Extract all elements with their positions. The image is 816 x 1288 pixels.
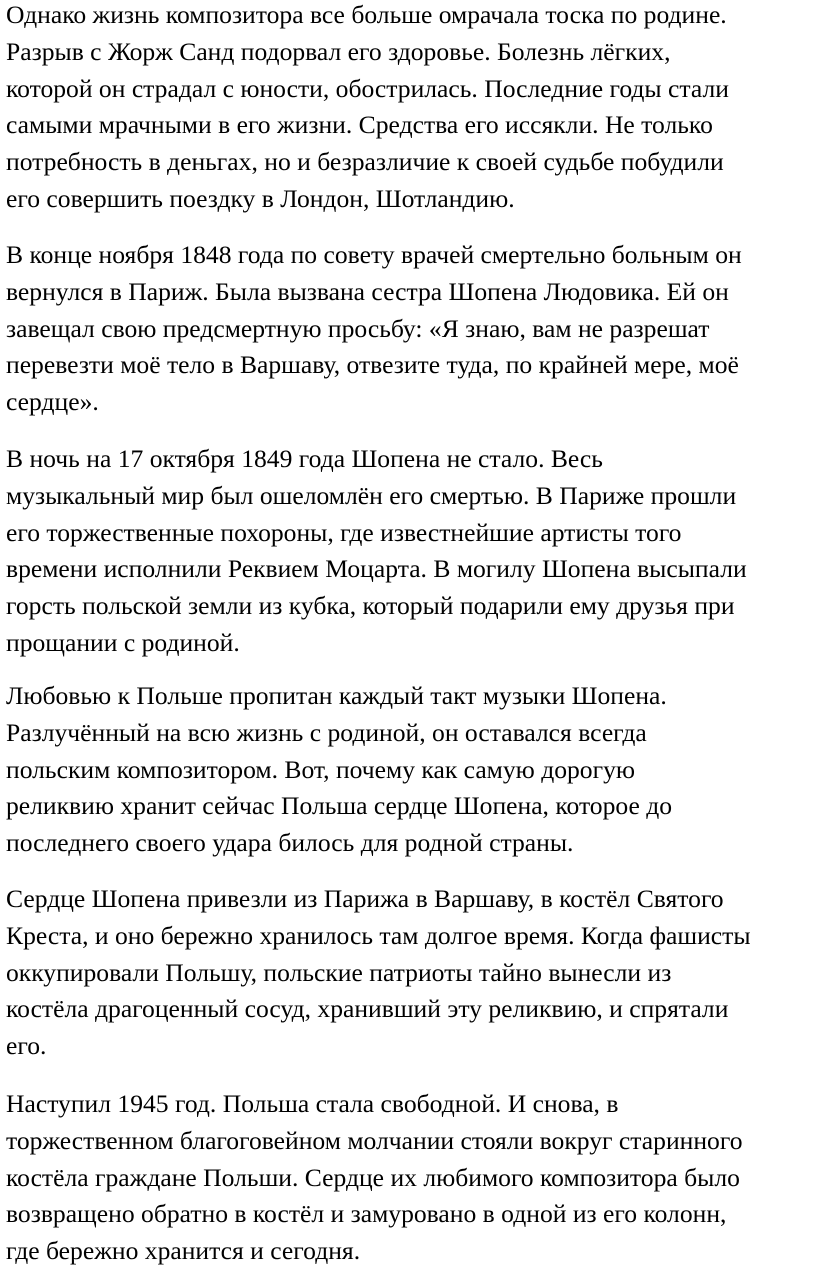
paragraph-line: горсть польской земли из кубка, который подарили ему друзья при [6,591,735,621]
paragraph-line: оккупировали Польшу, польские патриоты тайно вынесли из [6,957,672,987]
paragraph-line: последнего своего удара билось для родной страны. [6,828,574,858]
paragraph-line: которой он страдал с юности, обострилась. Последние годы стали [6,73,729,103]
paragraph-line: В конце ноября 1848 года по совету врачей смертельно больным он [6,240,742,269]
paragraph-line: его торжественные похороны, где известнейшие артисты того [6,517,682,547]
paragraph-line: Любовью к Польше пропитан каждый такт музыки Шопена. [6,681,667,710]
paragraph-line: реликвию хранит сейчас Польша сердце Шопена, которое до [6,791,673,821]
paragraph-line: Сердце Шопена привезли из Парижа в Варшаву, в костёл Святого [6,884,724,913]
paragraph-line: его. [6,1031,47,1061]
paragraph-3 [6,441,747,662]
paragraph-line: прощании с родиной. [6,627,240,657]
paragraph-1 [6,0,729,218]
paragraph-line: костёла драгоценный сосуд, хранивший эту реликвию, и спрятали [6,994,729,1024]
paragraph-line: где бережно хранится и сегодня. [6,1236,361,1266]
paragraph-line: его совершить поездку в Лондон, Шотландию. [6,183,515,213]
paragraph-5 [6,881,751,1065]
paragraph-line: торжественном благоговейном молчании стояли вокруг старинного [6,1125,743,1155]
paragraph-line: Однако жизнь композитора все больше омрачала тоска по родине. [6,0,727,29]
paragraph-line: завещал свою предсмертную просьбу: «Я знаю, вам не разрешат [6,313,710,343]
paragraph-line: времени исполнили Реквием Моцарта. В могилу Шопена высыпали [6,554,747,584]
paragraph-line: Креста, и оно бережно хранилось там долгое время. Когда фашисты [6,920,751,950]
paragraph-line: потребность в деньгах, но и безразличие к своей судьбе побудили [6,147,724,177]
paragraph-line: Наступил 1945 год. Польша стала свободной. И снова, в [6,1089,619,1118]
paragraph-line: вернулся в Париж. Была вызвана сестра Шопена Людовика. Ей он [6,276,729,306]
paragraph-line: Разлучённый на всю жизнь с родиной, он оставался всегда [6,717,647,747]
paragraph-line: перевезти моё тело в Варшаву, отвезите туда, по крайней мере, моё [6,350,739,380]
paragraph-line: музыкальный мир был ошеломлён его смертью. В Париже прошли [6,480,737,510]
paragraph-4 [6,678,672,862]
paragraph-2 [6,237,742,421]
paragraph-line: костёла граждане Польши. Сердце их любимого композитора было [6,1162,740,1192]
paragraph-line: польским композитором. Вот, почему как самую дорогую [6,754,636,784]
paragraph-line: сердце». [6,387,99,417]
paragraph-line: возвращено обратно в костёл и замуровано в одной из его колонн, [6,1199,727,1229]
paragraph-line: самыми мрачными в его жизни. Средства его иссякли. Не только [6,110,713,140]
paragraph-line: В ночь на 17 октября 1849 года Шопена не стало. Весь [6,444,603,473]
paragraph-6 [6,1086,743,1270]
paragraph-line: Разрыв с Жорж Санд подорвал его здоровье. Болезнь лёгких, [6,36,671,66]
